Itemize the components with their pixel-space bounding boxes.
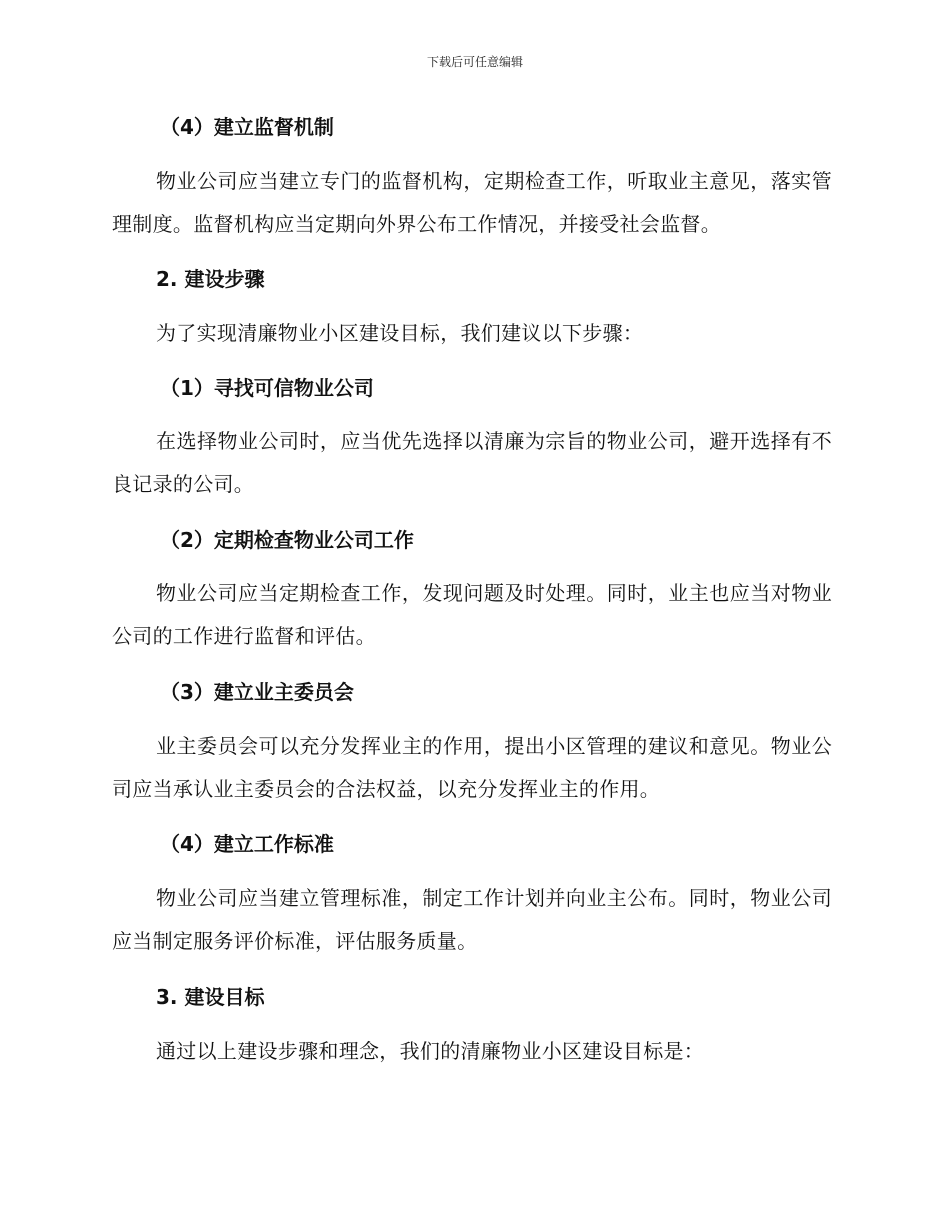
paragraph-select-company bbox=[112, 420, 832, 506]
page-header: 下载后可任意编辑 bbox=[426, 55, 523, 69]
paragraph-text: 为了实现清廉物业小区建设目标，我们建议以下步骤： bbox=[156, 321, 644, 345]
paragraph-goals-intro bbox=[112, 1030, 832, 1073]
heading-owners-committee bbox=[112, 679, 832, 705]
subheading-text: （4）建立工作标准 bbox=[160, 832, 334, 856]
paragraph-inspection bbox=[112, 572, 832, 658]
subheading-text: （3）建立业主委员会 bbox=[160, 680, 354, 704]
paragraph-text: 物业公司应当建立专门的监督机构，定期检查工作，听取业主意见，落实管理制度。监督机构应当定期向外界公布工作情况，并接受社会监督。 bbox=[112, 169, 832, 236]
subheading-text: （2）定期检查物业公司工作 bbox=[160, 528, 414, 552]
heading-work-standards bbox=[112, 831, 832, 857]
heading-regular-inspection bbox=[112, 527, 832, 553]
subheading-text: （4）建立监督机制 bbox=[160, 115, 334, 139]
paragraph-text: 在选择物业公司时，应当优先选择以清廉为宗旨的物业公司，避开选择有不良记录的公司。 bbox=[112, 429, 832, 496]
paragraph-text: 物业公司应当定期检查工作，发现问题及时处理。同时，业主也应当对物业公司的工作进行监督和评估。 bbox=[112, 581, 832, 648]
paragraph-text: 业主委员会可以充分发挥业主的作用，提出小区管理的建议和意见。物业公司应当承认业主委员会的合法权益，以充分发挥业主的作用。 bbox=[112, 734, 832, 801]
paragraph-text: 物业公司应当建立管理标准，制定工作计划并向业主公布。同时，物业公司应当制定服务评价标准，评估服务质量。 bbox=[112, 886, 832, 953]
paragraph-steps-intro bbox=[112, 312, 832, 355]
paragraph-work-standards bbox=[112, 877, 832, 963]
section-heading-text: 3. 建设目标 bbox=[156, 985, 265, 1009]
paragraph-owners-committee bbox=[112, 725, 832, 811]
paragraph-supervision bbox=[112, 160, 832, 246]
section-heading-build-goals bbox=[112, 984, 832, 1010]
subheading-text: （1）寻找可信物业公司 bbox=[160, 376, 374, 400]
section-heading-build-steps bbox=[112, 266, 832, 292]
heading-build-supervision-mechanism bbox=[112, 114, 832, 140]
section-heading-text: 2. 建设步骤 bbox=[156, 267, 265, 291]
heading-find-property-company bbox=[112, 375, 832, 401]
paragraph-text: 通过以上建设步骤和理念，我们的清廉物业小区建设目标是： bbox=[156, 1039, 705, 1063]
